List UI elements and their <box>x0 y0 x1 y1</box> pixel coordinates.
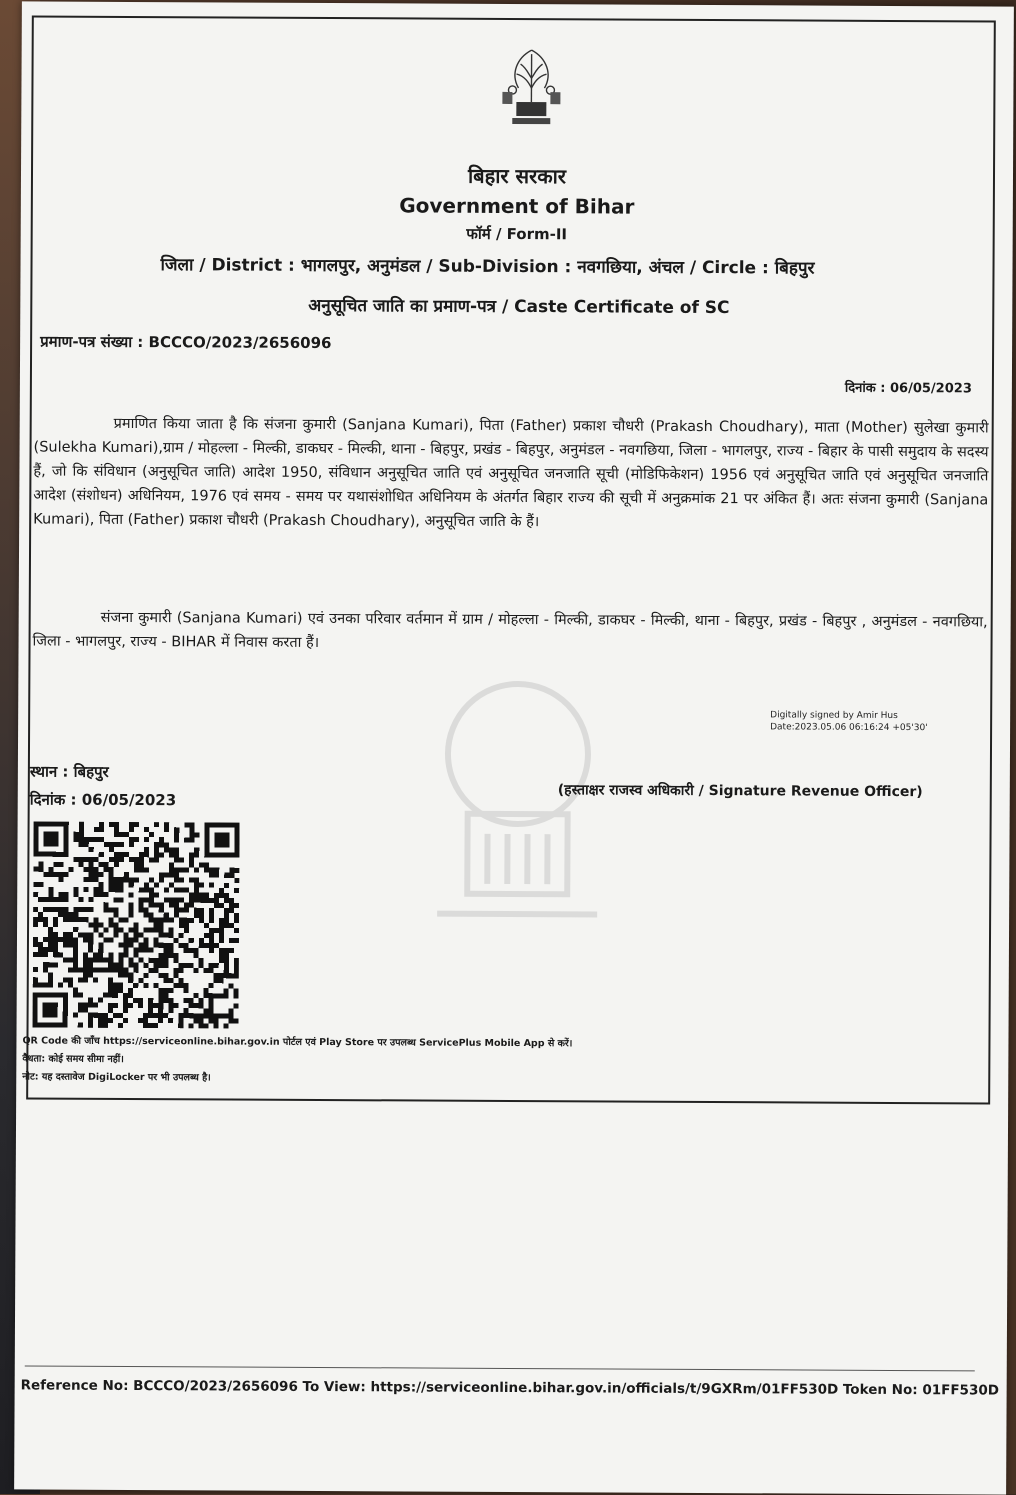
signature-label: (हस्ताक्षर राजस्व अधिकारी / Signature Revenue Officer) <box>557 782 923 801</box>
digital-signature-date: Date:2023.05.06 06:16:24 +05'30' <box>770 722 928 734</box>
certificate-body-paragraph: प्रमाणित किया जाता है कि संजना कुमारी (Sanjana Kumari), पिता (Father) प्रकाश चौधरी (Prakash Choudhary), माता (Mother) सुलेखा कुमारी (Sulekha Kumari),ग्राम / मोहल्ला - मिल्की, डाकघर - मिल्की, थाना - बिहपुर, प्रखंड - बिहपुर, अनुमंडल - नवगछिया, जिला - भागलपुर, राज्य - बिहार के पासी समुदाय के सदस्य हैं, जो कि संविधान (अनुसूचित जाति) आदेश 1950, संविधान अनुसूचित जाति एवं अनुसूचित जनजाति सूची (मोडिफिकेशन) 1956 एवं अनुसूचित जाति एवं अनुसूचित जनजाति आदेश (संशोधन) अधिनियम, 1976 एवं समय - समय पर यथासंशोधित अधिनियम के अंतर्गत बिहार राज्य की सूची में अनुक्रमांक 21 पर अंकित हैं। अतः संजना कुमारी (Sanjana Kumari), पिता (Father) प्रकाश चौधरी (Prakash Choudhary), अनुसूचित जाति के हैं। <box>33 415 989 531</box>
state-name-english: Government of Bihar <box>399 193 635 219</box>
bihar-emblem-icon <box>496 44 566 136</box>
state-name-hindi: बिहार सरकार <box>467 163 567 189</box>
place-label: स्थान : बिहपुर <box>29 762 109 781</box>
validity-note: वैधता: कोई समय सीमा नहीं। <box>22 1053 124 1065</box>
form-label: फॉर्म / Form-II <box>466 224 568 244</box>
watermark-emblem <box>397 663 639 964</box>
footer-divider <box>25 1365 975 1371</box>
certificate-title: अनुसूचित जाति का प्रमाण-पत्र / Caste Certificate of SC <box>308 295 730 319</box>
location-line: जिला / District : भागलपुर, अनुमंडल / Sub-Division : नवगछिया, अंचल / Circle : बिहपुर <box>160 255 815 279</box>
digital-signature-name: Digitally signed by Amir Hus <box>770 710 898 722</box>
issue-date: दिनांक : 06/05/2023 <box>844 380 972 397</box>
digilocker-note: नोट: यह दस्तावेज DigiLocker पर भी उपलब्ध है। <box>22 1071 211 1084</box>
residence-paragraph: संजना कुमारी (Sanjana Kumari) एवं उनका परिवार वर्तमान में ग्राम / मोहल्ला - मिल्की, डाकघर - मिल्की, थाना - बिहपुर, प्रखंड - बिहपुर , अनुमंडल - नवगछिया, जिला - भागलपुर, राज्य - BIHAR में निवास करता हैं। <box>32 609 988 651</box>
certificate-page <box>14 1 1014 1494</box>
digital-signature-block <box>770 709 928 734</box>
bottom-date: दिनांक : 06/05/2023 <box>29 790 177 810</box>
footer-reference: Reference No: BCCCO/2023/2656096 To View: https://serviceonline.bihar.gov.in/officials/t/9GXRm/01FF530D Token No: 01FF530D <box>20 1377 1000 1399</box>
qr-code-icon[interactable] <box>33 821 240 1028</box>
qr-verification-note: QR Code की जाँच https://serviceonline.bihar.gov.in पोर्टल एवं Play Store पर उपलब्ध ServicePlus Mobile App से करें। <box>22 1035 573 1050</box>
certificate-number: प्रमाण-पत्र संख्या : BCCCO/2023/2656096 <box>40 332 332 353</box>
